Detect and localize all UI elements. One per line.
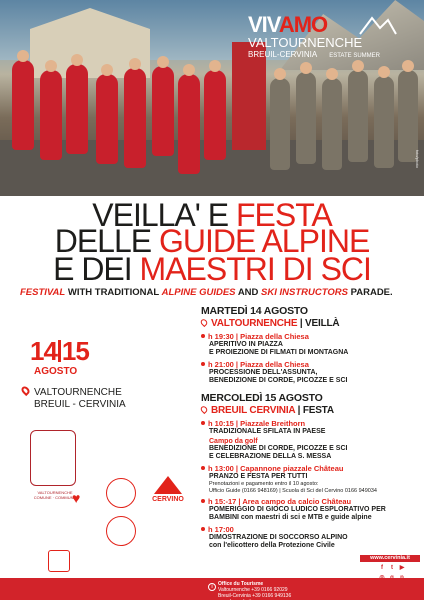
guide-figure xyxy=(178,74,200,174)
event-desc: E CELEBRAZIONE DELLA S. MESSA xyxy=(209,453,332,460)
head xyxy=(45,60,57,72)
guide-figure xyxy=(152,66,174,156)
twitter-icon[interactable]: t xyxy=(388,564,396,572)
head xyxy=(17,50,29,62)
schedule xyxy=(201,305,415,550)
logo-line2: VALTOURNENCHE xyxy=(248,35,363,50)
title-line2: DELLE GUIDE ALPINE xyxy=(54,223,370,259)
event-places: VALTOURNENCHE BREUIL - CERVINIA xyxy=(22,386,126,411)
location-pin-icon xyxy=(199,405,208,414)
guide-figure xyxy=(124,68,146,168)
head xyxy=(101,64,113,76)
youtube-icon[interactable]: ▶ xyxy=(399,565,405,571)
photo-credit: foto/photo xyxy=(415,150,420,168)
association-logo-icon xyxy=(48,550,70,572)
sponsor-logos xyxy=(30,430,200,580)
event-desc: POMERIGGIO DI GIOCO LUDICO ESPLORATIVO PER xyxy=(209,506,386,513)
event-time: h 15:-17 | Area campo da calcio Château xyxy=(201,497,415,506)
instructor-figure xyxy=(322,78,342,170)
event-desc: PROCESSIONE DELL'ASSUNTA, xyxy=(209,369,318,376)
event-desc: E PROIEZIONE DI FILMATI DI MONTAGNA xyxy=(209,349,349,356)
event-dates: 14 15 xyxy=(30,336,89,366)
ski-school-seal-icon xyxy=(106,516,136,546)
heart-icon: ♥ xyxy=(72,490,81,506)
cervino-logo: CERVINO xyxy=(146,476,190,503)
head xyxy=(326,68,338,80)
schedule-day2: MERCOLEDÌ 15 AGOSTO xyxy=(201,392,323,404)
subtitle: FESTIVAL WITH TRADITIONAL ALPINE GUIDES AND SKI INSTRUCTORS PARADE. xyxy=(20,287,393,298)
event-desc: PRANZO E FESTA PER TUTTI xyxy=(209,473,308,480)
location-pin-icon xyxy=(20,385,31,396)
schedule-day1: MARTEDÌ 14 AGOSTO xyxy=(201,305,308,317)
facebook-icon[interactable]: f xyxy=(378,564,386,572)
guide-figure xyxy=(96,74,118,164)
event-time: h 19:30 | Piazza della Chiesa xyxy=(201,332,415,341)
instructor-figure xyxy=(348,70,368,162)
event-desc: BENEDIZIONE DI CORDE, PICOZZE E SCI xyxy=(209,377,348,384)
instructor-figure xyxy=(398,70,418,162)
event-desc: APERITIVO IN PIAZZA xyxy=(209,341,283,348)
head xyxy=(183,64,195,76)
head xyxy=(209,60,221,72)
tourist-office: Office du Tourisme Valtournenche +39 0166 92029 Breuil-Cervinia +39 0166 949136 www.lovevda.it xyxy=(218,581,292,605)
head xyxy=(352,60,364,72)
event-desc: TRADIZIONALE SFILATA IN PAESE xyxy=(209,428,326,435)
event-sublocation: Campo da golf xyxy=(209,438,258,445)
logo-line1: VIVAMO xyxy=(248,12,328,37)
instructor-figure xyxy=(374,76,394,168)
head xyxy=(129,58,141,70)
guide-figure xyxy=(40,70,62,160)
instructor-figure xyxy=(296,72,316,164)
logo-line3: BREUIL-CERVINIA ESTATE SUMMER xyxy=(248,50,380,59)
head xyxy=(378,66,390,78)
event-time: h 21:00 | Piazza della Chiesa xyxy=(201,360,415,369)
event-desc: DIMOSTRAZIONE DI SOCCORSO ALPINO xyxy=(209,534,348,541)
event-time: h 10:15 | Piazzale Breithorn xyxy=(201,419,415,428)
mountain-peak-icon xyxy=(358,14,398,36)
instructor-figure xyxy=(270,78,290,170)
info-icon: i xyxy=(208,583,216,591)
event-desc: BENEDIZIONE DI CORDE, PICOZZE E SCI xyxy=(209,445,348,452)
event-desc: BAMBINI con maestri di sci e MTB e guide alpine xyxy=(209,514,372,521)
guide-figure xyxy=(66,64,88,154)
head xyxy=(300,62,312,74)
title-line1: VEILLA' E FESTA xyxy=(92,197,332,233)
head xyxy=(402,60,414,72)
head xyxy=(274,68,286,80)
website-link[interactable]: www.cervinia.it xyxy=(360,555,420,562)
event-note: Prenotazioni e pagamento entro il 10 agosto: xyxy=(209,481,319,487)
vivamo-logo xyxy=(248,14,418,61)
head xyxy=(71,54,83,66)
schedule-loc2: BREUIL CERVINIA | FESTA xyxy=(201,405,415,416)
event-note: Ufficio Guide (0166 948169) | Scuola di Sci del Cervino 0166 949034 xyxy=(209,487,377,494)
guide-seal-icon xyxy=(106,478,136,508)
title-line3: E DEI MAESTRI DI SCI xyxy=(53,251,371,287)
guide-figure xyxy=(12,60,34,150)
event-desc: con l'elicottero della Protezione Civile xyxy=(209,542,335,549)
head xyxy=(157,56,169,68)
event-month: AGOSTO xyxy=(34,366,78,377)
schedule-loc1: VALTOURNENCHE | VEILLÀ xyxy=(201,318,415,329)
event-time: h 17:00 xyxy=(201,525,415,534)
event-time: h 13:00 | Capannone piazzale Château xyxy=(201,464,415,473)
location-pin-icon xyxy=(199,318,208,327)
comune-crest-icon xyxy=(30,430,76,486)
comune-label: VALTOURNENCHE COMUNE · COMMUNE xyxy=(33,490,77,500)
guide-figure xyxy=(204,70,226,160)
